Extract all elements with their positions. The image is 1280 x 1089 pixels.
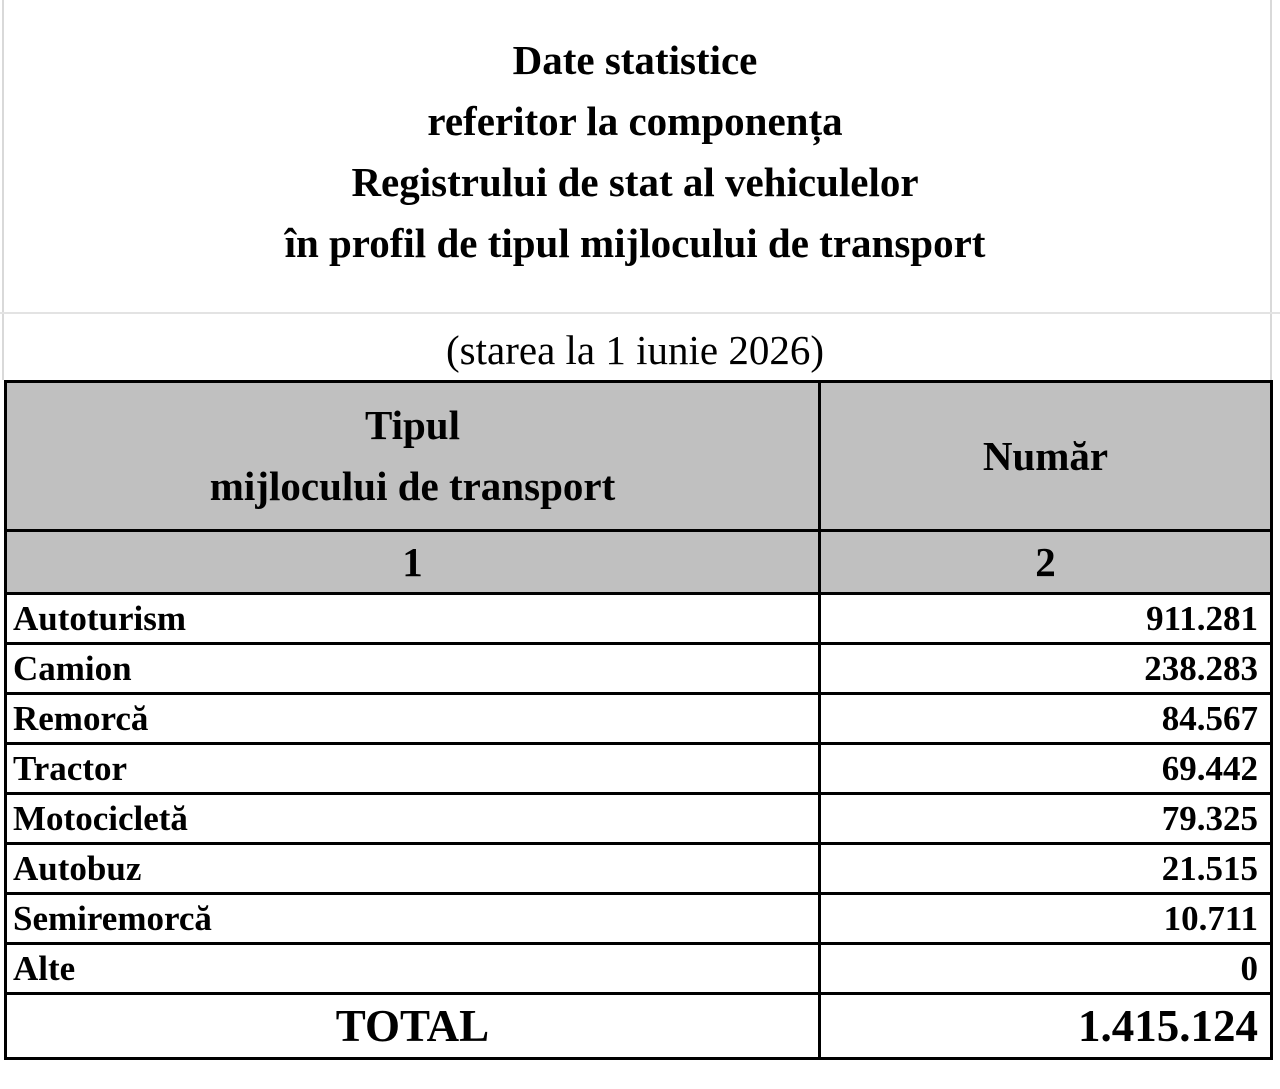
- title-line-2: referitor la componența: [427, 98, 843, 144]
- column-number-1: 1: [6, 531, 820, 594]
- total-count: 1.415.124: [820, 994, 1272, 1059]
- vehicle-type-cell: Camion: [6, 644, 820, 694]
- table-row: [6, 894, 1272, 944]
- grid-line: [0, 312, 1280, 314]
- vehicle-type-cell: Remorcă: [6, 694, 820, 744]
- vehicle-type-cell: Tractor: [6, 744, 820, 794]
- total-label: TOTAL: [6, 994, 820, 1059]
- status-date: (starea la 1 iunie 2026): [446, 327, 824, 373]
- vehicle-count-cell: 238.283: [820, 644, 1272, 694]
- header-vehicle-type: [6, 382, 820, 531]
- vehicle-type-cell: Autobuz: [6, 844, 820, 894]
- vehicle-type-cell: Semiremorcă: [6, 894, 820, 944]
- vehicle-type-cell: Alte: [6, 944, 820, 994]
- table-row: [6, 844, 1272, 894]
- table-row: [6, 744, 1272, 794]
- vehicle-count-cell: 79.325: [820, 794, 1272, 844]
- table-row: [6, 694, 1272, 744]
- vehicle-count-cell: 0: [820, 944, 1272, 994]
- column-number-2: 2: [820, 531, 1272, 594]
- total-row: [6, 994, 1272, 1059]
- header-vehicle-type-line-1: Tipul: [365, 402, 460, 448]
- table-row: [6, 944, 1272, 994]
- vehicle-type-cell: Motocicletă: [6, 794, 820, 844]
- vehicle-type-cell: Autoturism: [6, 594, 820, 644]
- vehicle-register-table: [4, 380, 1273, 1060]
- title-line-3: Registrului de stat al vehiculelor: [351, 159, 919, 205]
- table-row: [6, 644, 1272, 694]
- table-row: [6, 594, 1272, 644]
- table-row: [6, 794, 1272, 844]
- column-number-row: [6, 531, 1272, 594]
- grid-line: [1270, 0, 1272, 380]
- header-count: Număr: [820, 382, 1272, 531]
- vehicle-count-cell: 10.711: [820, 894, 1272, 944]
- vehicle-count-cell: 21.515: [820, 844, 1272, 894]
- vehicle-count-cell: 69.442: [820, 744, 1272, 794]
- title-line-1: Date statistice: [512, 37, 758, 83]
- table-header-row: [6, 382, 1272, 531]
- vehicle-count-cell: 84.567: [820, 694, 1272, 744]
- header-vehicle-type-line-2: mijlocului de transport: [209, 463, 616, 509]
- title-line-4: în profil de tipul mijlocului de transport: [284, 220, 986, 266]
- document-title: [0, 30, 1270, 274]
- vehicle-count-cell: 911.281: [820, 594, 1272, 644]
